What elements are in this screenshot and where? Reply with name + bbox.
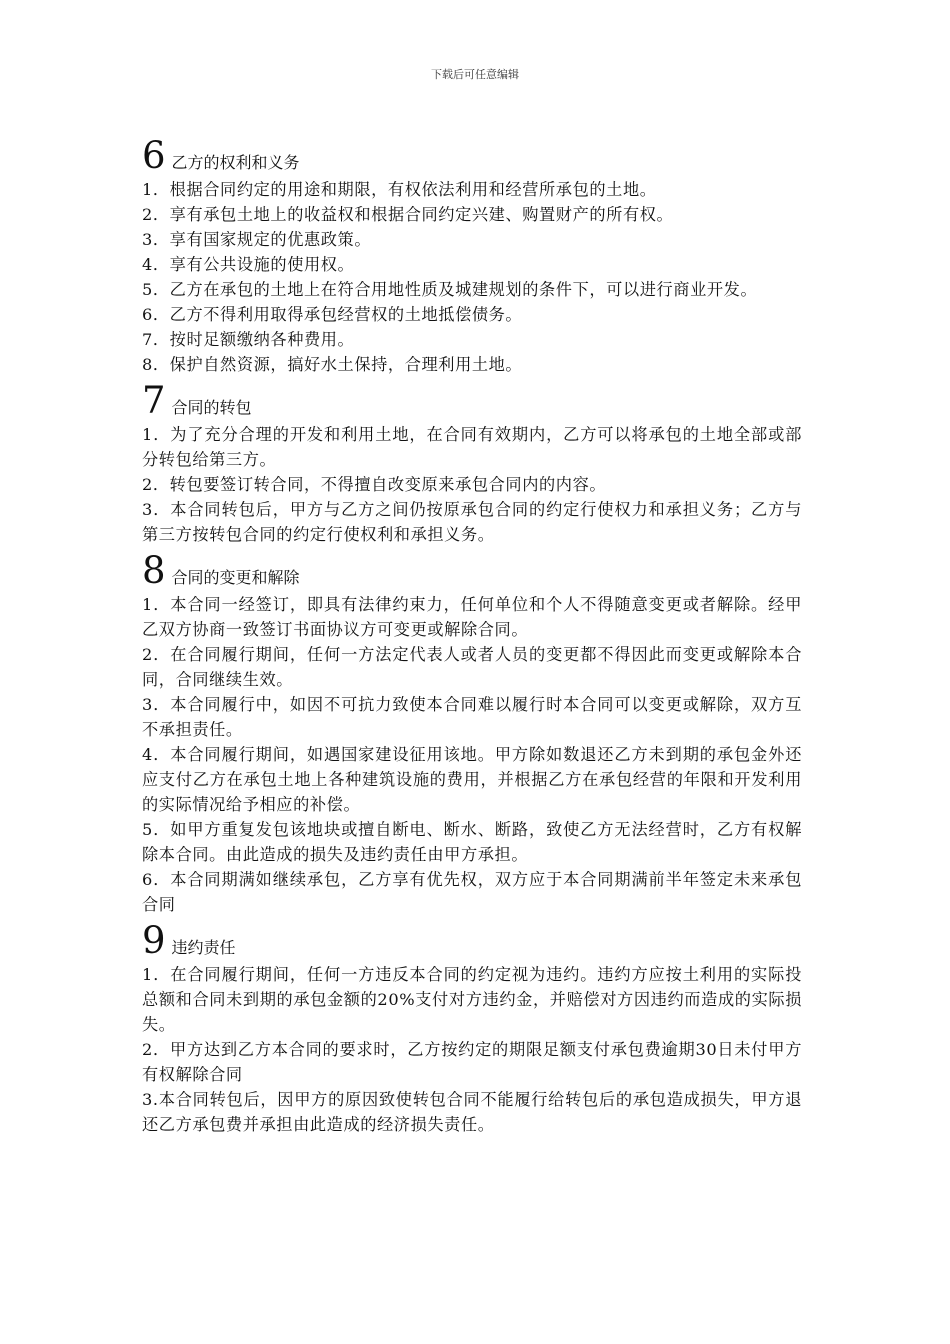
clause-item: 5．如甲方重复发包该地块或擅自断电、断水、断路，致使乙方无法经营时，乙方有权解除本合同。由此造成的损失及违约责任由甲方承担。: [142, 820, 802, 864]
section-number: 7: [142, 379, 166, 422]
clause-item: 1．为了充分合理的开发和利用土地，在合同有效期内，乙方可以将承包的土地全部或部分转包给第三方。: [142, 425, 802, 469]
clause-item: 2．在合同履行期间，任何一方法定代表人或者人员的变更都不得因此而变更或解除本合同，合同继续生效。: [142, 645, 802, 689]
clause-item: 4．享有公共设施的使用权。: [142, 255, 355, 274]
clause-item: 6．本合同期满如继续承包，乙方享有优先权，双方应于本合同期满前半年签定未来承包合同: [142, 870, 802, 914]
section-9: [142, 919, 802, 1137]
clause-item: 3.本合同转包后，因甲方的原因致使转包合同不能履行给转包后的承包造成损失，甲方退还乙方承包费并承担由此造成的经济损失责任。: [142, 1090, 802, 1134]
clause-item: 1．根据合同约定的用途和期限，有权依法利用和经营所承包的土地。: [142, 180, 657, 199]
section-7: [142, 379, 802, 547]
section-title: 合同的转包: [171, 398, 252, 417]
document-body: [142, 132, 802, 1137]
section-heading: [142, 549, 802, 592]
section-title: 乙方的权利和义务: [171, 153, 300, 172]
clause-item: 2．甲方达到乙方本合同的要求时，乙方按约定的期限足额支付承包费逾期30日未付甲方有权解除合同: [142, 1040, 802, 1084]
clause-item: 6．乙方不得利用取得承包经营权的土地抵偿债务。: [142, 305, 523, 324]
clause-item: 3．本合同转包后，甲方与乙方之间仍按原承包合同的约定行使权力和承担义务；乙方与第三方按转包合同的约定行使权利和承担义务。: [142, 500, 802, 544]
clause-item: 3．享有国家规定的优惠政策。: [142, 230, 372, 249]
clause-item: 8．保护自然资源，搞好水土保持，合理利用土地。: [142, 355, 523, 374]
section-number: 8: [142, 549, 166, 592]
clause-item: 1．本合同一经签订，即具有法律约束力，任何单位和个人不得随意变更或者解除。经甲乙双方协商一致签订书面协议方可变更或解除合同。: [142, 595, 802, 639]
clause-item: 3．本合同履行中，如因不可抗力致使本合同难以履行时本合同可以变更或解除，双方互不承担责任。: [142, 695, 802, 739]
section-6: [142, 134, 802, 377]
clause-item: 2．转包要签订转合同，不得擅自改变原来承包合同内的内容。: [142, 475, 607, 494]
clause-item: 7．按时足额缴纳各种费用。: [142, 330, 355, 349]
page-header: 下载后可任意编辑: [431, 68, 519, 81]
clause-item: 1．在合同履行期间，任何一方违反本合同的约定视为违约。违约方应按土利用的实际投总额和合同未到期的承包金额的20%支付对方违约金，并赔偿对方因违约而造成的实际损失。: [142, 965, 802, 1034]
section-8: [142, 549, 802, 917]
section-title: 违约责任: [171, 938, 236, 957]
section-heading: [142, 134, 802, 177]
clause-item: 4．本合同履行期间，如遇国家建设征用该地。甲方除如数退还乙方未到期的承包金外还应支付乙方在承包土地上各种建筑设施的费用，并根据乙方在承包经营的年限和开发利用的实际情况给予相应的补偿。: [142, 745, 802, 814]
section-heading: [142, 379, 802, 422]
section-number: 9: [142, 919, 166, 962]
section-heading: [142, 919, 802, 962]
section-number: 6: [142, 134, 166, 177]
clause-item: 5．乙方在承包的土地上在符合用地性质及城建规划的条件下，可以进行商业开发。: [142, 280, 758, 299]
clause-item: 2．享有承包土地上的收益权和根据合同约定兴建、购置财产的所有权。: [142, 205, 674, 224]
section-title: 合同的变更和解除: [171, 568, 300, 587]
